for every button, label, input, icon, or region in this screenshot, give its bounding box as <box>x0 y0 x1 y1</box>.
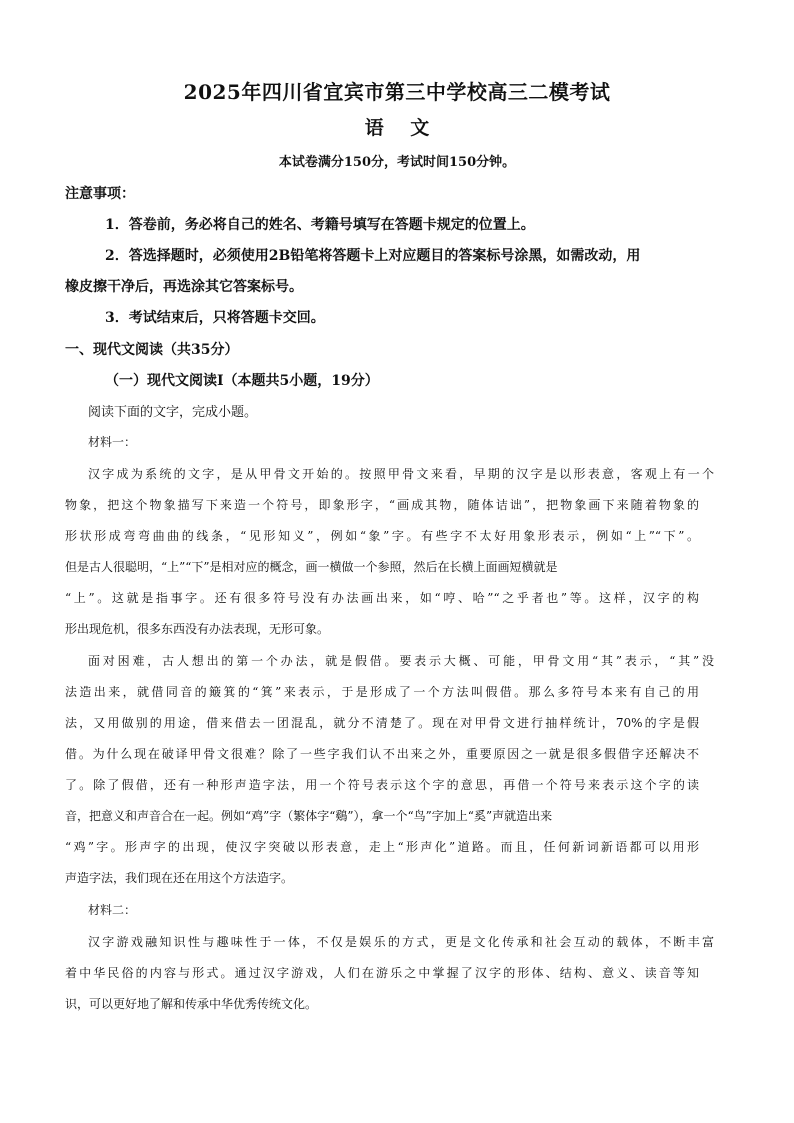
exam-note: 本试卷满分150分，考试时间150分钟。 <box>278 155 516 170</box>
material-1-p1-line: 物象，把这个物象描写下来造一个符号，即象形字，“画成其物，随体诘诎”，把物象画下来随着物象的 <box>65 498 699 512</box>
material-2-p1-line: 着中华民俗的内容与形式。通过汉字游戏，人们在游乐之中掌握了汉字的形体、结构、意义、读音等知 <box>65 966 699 980</box>
subsection-heading: （一）现代文阅读Ⅰ（本题共5小题，19分） <box>105 373 379 389</box>
section-heading: 一、现代文阅读（共35分） <box>65 342 239 358</box>
subject-title: 语 文 <box>364 117 440 139</box>
notice-item-3: 3．考试结束后，只将答题卡交回。 <box>105 310 325 326</box>
reading-instruction: 阅读下面的文字，完成小题。 <box>88 405 258 420</box>
material-1-p1-line: “上”。这就是指事字。还有很多符号没有办法画出来，如“哼、哈”“之乎者也”等。这样，汉字的构 <box>65 591 699 605</box>
material-1-p2-line: 法，又用做别的用途，借来借去一团混乱，就分不清楚了。现在对甲骨文进行抽样统计，70%的字是假 <box>65 716 699 730</box>
exam-title: 2025年四川省宜宾市第三中学校高三二模考试 <box>183 80 611 104</box>
material-1-p2-line: 面对困难，古人想出的第一个办法，就是假借。要表示大概、可能，甲骨文用“其”表示，“其”没 <box>88 654 714 668</box>
material-2-p1-line: 汉字游戏融知识性与趣味性于一体，不仅是娱乐的方式，更是文化传承和社会互动的载体，不断丰富 <box>88 935 714 949</box>
notice-item-2-line-1: 2．答选择题时，必须使用2B铅笔将答题卡上对应题目的答案标号涂黑，如需改动，用 <box>105 248 641 264</box>
material-1-p1-line: 汉字成为系统的文字，是从甲骨文开始的。按照甲骨文来看，早期的汉字是以形表意，客观上有一个 <box>88 467 714 481</box>
material-1-p2-line: 音，把意义和声音合在一起。例如“鸡”字（繁体字“鷄”），拿一个“鸟”字加上“奚”声就造出来 <box>65 809 553 823</box>
material-1-p1-line: 形状形成弯弯曲曲的线条，“见形知义”，例如“象”字。有些字不太好用象形表示，例如“上”“下”。 <box>65 529 699 543</box>
notice-item-1: 1．答卷前，务必将自己的姓名、考籍号填写在答题卡规定的位置上。 <box>105 217 535 233</box>
material-1-p2-line: 声造字法，我们现在还在用这个方法造字。 <box>65 871 294 885</box>
material-1-p2-line: 借。为什么现在破译甲骨文很难？除了一些字我们认不出来之外，重要原因之一就是很多假借字还解决不 <box>65 747 699 761</box>
notice-heading: 注意事项： <box>65 186 135 202</box>
notice-item-2-line-2: 橡皮擦干净后，再选涂其它答案标号。 <box>65 279 303 295</box>
material-1-p1-line: 但是古人很聪明，“上”“下”是相对应的概念，画一横做一个参照，然后在长横上面画短横就是 <box>65 560 558 574</box>
material-1-p2-line: 了。除了假借，还有一种形声造字法，用一个符号表示这个字的意思，再借一个符号来表示这个字的读 <box>65 778 699 792</box>
material-1-p1-line: 形出现危机，很多东西没有办法表现，无形可象。 <box>65 622 330 636</box>
material-1-label: 材料一： <box>88 435 137 449</box>
material-1-p2-line: 法造出来，就借同音的簸箕的“箕”来表示，于是形成了一个方法叫假借。那么多符号本来有自己的用 <box>65 685 699 699</box>
material-1-p2-line: “鸡”字。形声字的出现，使汉字突破以形表意，走上“形声化”道路。而且，任何新词新语都可以用形 <box>65 840 699 854</box>
material-2-p1-line: 识，可以更好地了解和传承中华优秀传统文化。 <box>65 997 318 1011</box>
material-2-label: 材料二： <box>88 903 137 917</box>
